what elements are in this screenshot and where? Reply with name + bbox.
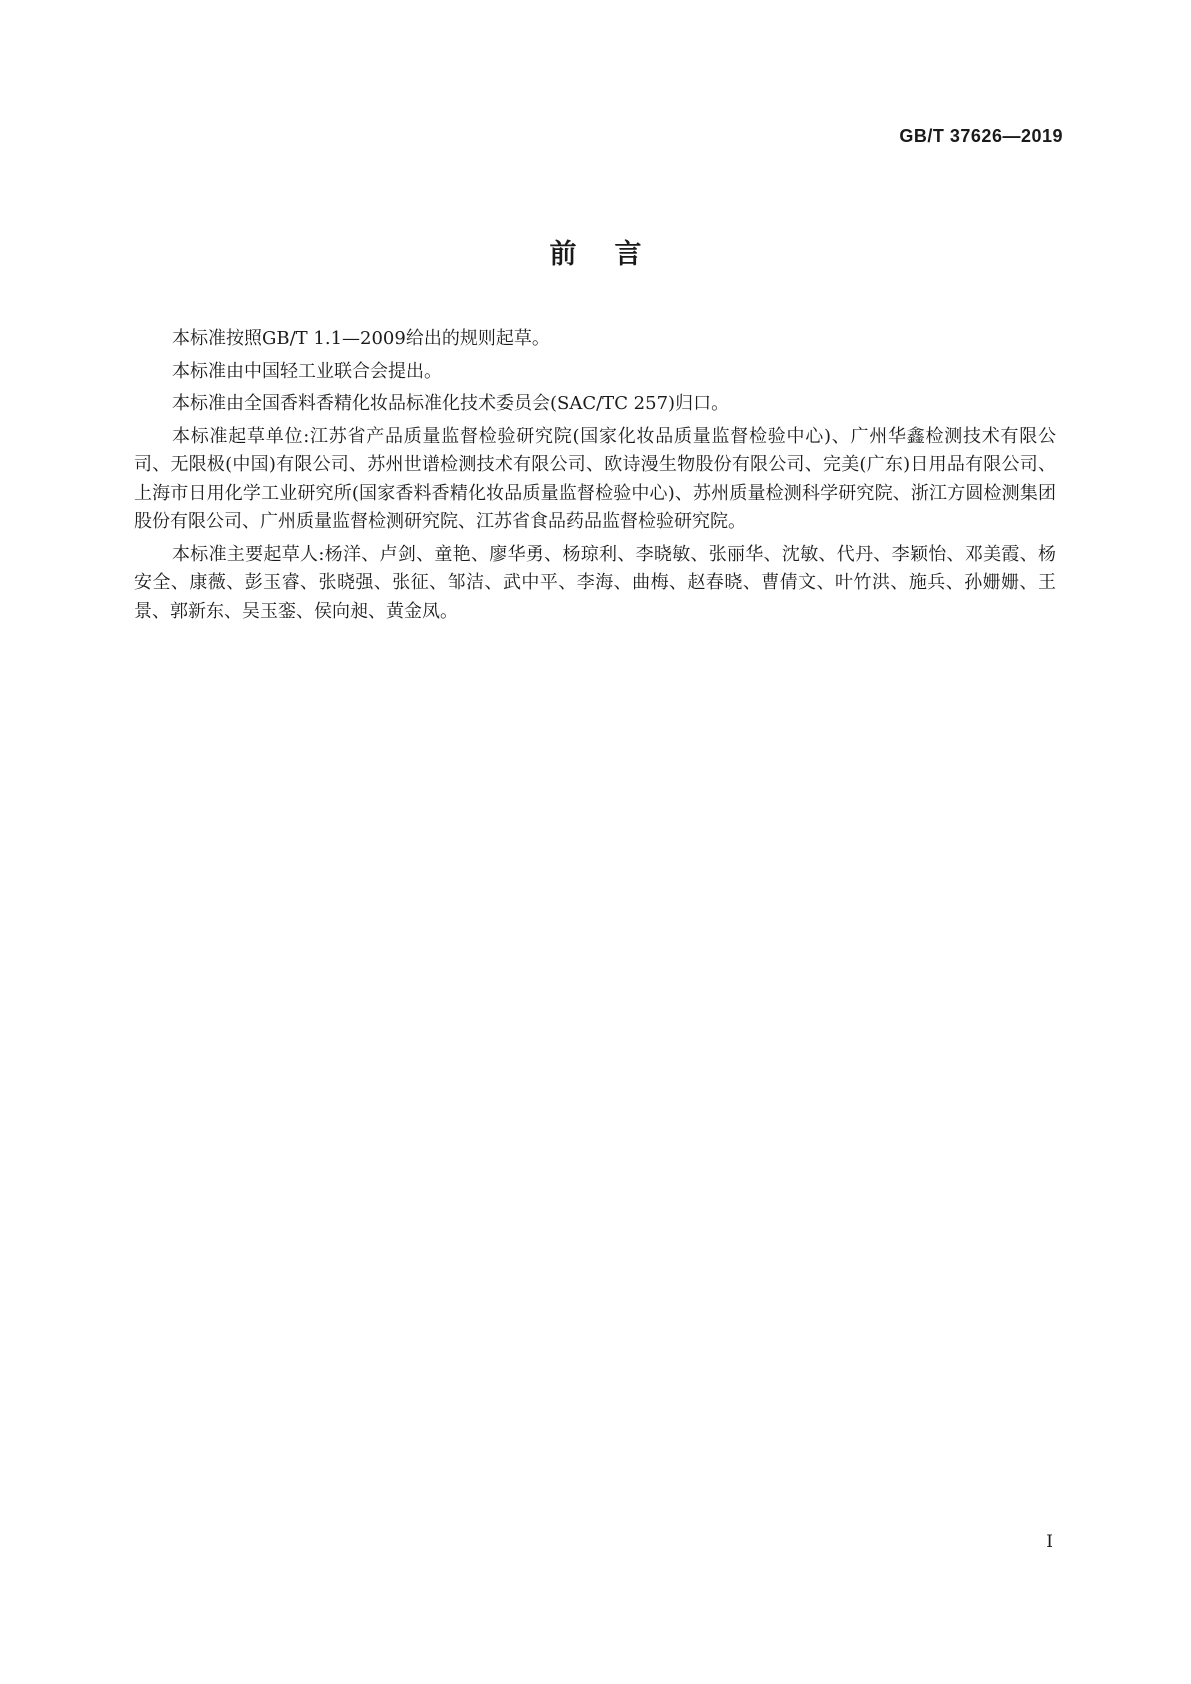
section-title: 前言 — [549, 239, 680, 270]
paragraph-technical-committee: 本标准由全国香料香精化妆品标准化技术委员会(SAC/TC 257)归口。 — [172, 393, 730, 414]
page-number: I — [1046, 1532, 1053, 1552]
paragraph-drafting-rules: 本标准按照GB/T 1.1—2009给出的规则起草。 — [172, 328, 550, 349]
paragraph-drafting-units: 本标准起草单位:江苏省产品质量监督检验研究院(国家化妆品质量监督检验中心)、广州华鑫检测技术有限公司、无限极(中国)有限公司、苏州世谱检测技术有限公司、欧诗漫生物股份有限公司、完美(广东)日用品有限公司、上海市日用化学工业研究所(国家香料香精化妆品质量监督检验中心)、苏州质量检测科学研究院、浙江方圆检测集团股份有限公司、广州质量监督检测研究院、江苏省食品药品监督检验研究院。 — [134, 425, 1056, 532]
body-text — [134, 325, 1056, 630]
paragraph-drafters: 本标准主要起草人:杨洋、卢剑、童艳、廖华勇、杨琼利、李晓敏、张丽华、沈敏、代丹、李颖怡、邓美霞、杨安全、康薇、彭玉睿、张晓强、张征、邹洁、武中平、李海、曲梅、赵春晓、曹倩文、叶竹洪、施兵、孙姗姗、王景、郭新东、吴玉銮、侯向昶、黄金凤。 — [134, 543, 1056, 622]
standard-code: GB/T 37626—2019 — [899, 126, 1063, 146]
paragraph-proposer: 本标准由中国轻工业联合会提出。 — [172, 360, 442, 382]
